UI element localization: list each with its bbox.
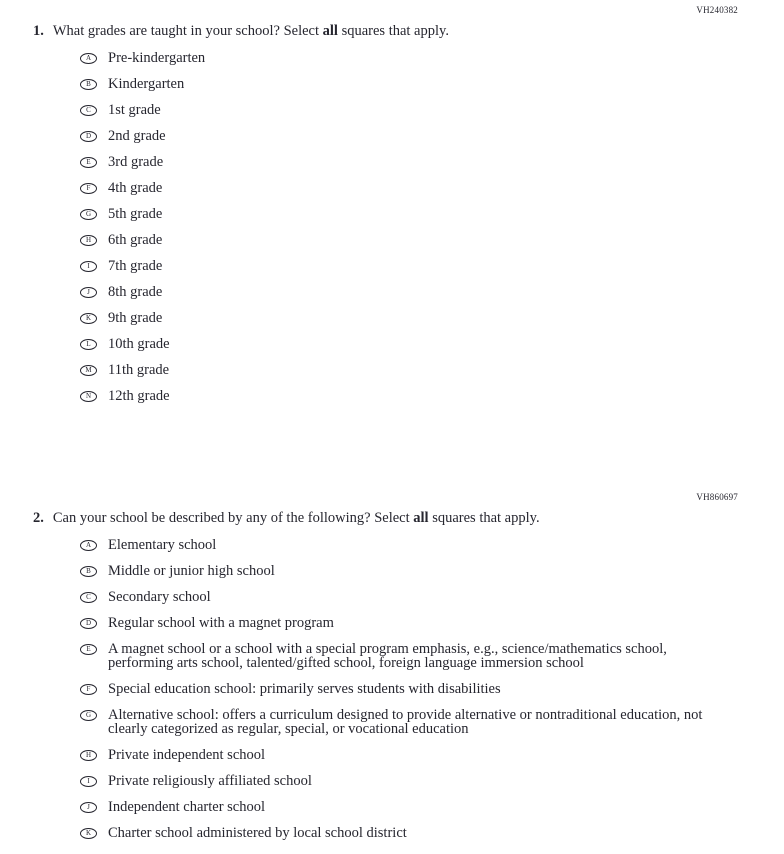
- option-label: Regular school with a magnet program: [108, 615, 334, 631]
- answer-oval-icon[interactable]: [80, 53, 97, 64]
- option-row: [80, 103, 784, 117]
- question-1-section: [0, 0, 784, 403]
- option-letter: A: [85, 54, 92, 62]
- option-row: [80, 682, 784, 696]
- option-letter: I: [87, 262, 90, 270]
- question-number: 1.: [33, 23, 44, 39]
- accession-code: VH240382: [696, 5, 738, 15]
- option-letter: N: [85, 392, 92, 400]
- option-label: 5th grade: [108, 206, 163, 222]
- answer-oval-icon[interactable]: [80, 592, 97, 603]
- option-letter: E: [86, 645, 91, 653]
- option-row: [80, 129, 784, 143]
- option-letter: H: [85, 751, 92, 759]
- question-number: 2.: [33, 510, 44, 526]
- option-label: 6th grade: [108, 232, 163, 248]
- option-label: Private independent school: [108, 747, 266, 763]
- option-label: 3rd grade: [108, 154, 164, 170]
- option-letter: B: [86, 567, 91, 575]
- option-label: Charter school administered by local school district: [108, 825, 407, 841]
- option-label: 2nd grade: [108, 128, 166, 144]
- option-row: [80, 748, 784, 762]
- option-row: [80, 311, 784, 325]
- option-letter: C: [86, 593, 91, 601]
- option-label: 4th grade: [108, 180, 163, 196]
- answer-oval-icon[interactable]: [80, 79, 97, 90]
- option-letter: B: [86, 80, 91, 88]
- question-2-options: [80, 538, 784, 840]
- option-label: Alternative school: offers a curriculum designed to provide alternative or nontraditional education, not clearly categorized as regular, special, or vocational education: [108, 707, 703, 737]
- question-stem: Can your school be described by any of the following? Select all squares that apply.: [52, 510, 540, 526]
- answer-oval-icon[interactable]: [80, 339, 97, 350]
- option-letter: G: [85, 210, 92, 218]
- answer-oval-icon[interactable]: [80, 540, 97, 551]
- option-letter: J: [87, 288, 90, 296]
- option-label: 12th grade: [108, 388, 170, 404]
- option-row: [80, 155, 784, 169]
- option-letter: F: [86, 184, 91, 192]
- answer-oval-icon[interactable]: [80, 644, 97, 655]
- option-label: Independent charter school: [108, 799, 266, 815]
- option-label: Elementary school: [108, 537, 217, 553]
- answer-oval-icon[interactable]: [80, 313, 97, 324]
- option-row: [80, 337, 784, 351]
- option-letter: M: [85, 366, 92, 374]
- answer-oval-icon[interactable]: [80, 684, 97, 695]
- answer-oval-icon[interactable]: [80, 566, 97, 577]
- option-label: Kindergarten: [108, 76, 185, 92]
- option-row: [80, 564, 784, 578]
- answer-oval-icon[interactable]: [80, 710, 97, 721]
- answer-oval-icon[interactable]: [80, 391, 97, 402]
- option-row: [80, 51, 784, 65]
- option-label: A magnet school or a school with a special program emphasis, e.g., science/mathematics school, performing arts school, talented/gifted school, foreign language immersion school: [108, 641, 667, 671]
- option-label: 1st grade: [108, 102, 161, 118]
- option-letter: K: [85, 829, 92, 837]
- answer-oval-icon[interactable]: [80, 802, 97, 813]
- option-letter: F: [86, 685, 91, 693]
- answer-oval-icon[interactable]: [80, 828, 97, 839]
- option-label: 7th grade: [108, 258, 163, 274]
- option-label: Private religiously affiliated school: [108, 773, 312, 789]
- answer-oval-icon[interactable]: [80, 261, 97, 272]
- option-label: Special education school: primarily serves students with disabilities: [108, 681, 501, 697]
- option-letter: D: [85, 619, 92, 627]
- answer-oval-icon[interactable]: [80, 105, 97, 116]
- question-stem: What grades are taught in your school? Select all squares that apply.: [52, 23, 449, 39]
- answer-oval-icon[interactable]: [80, 287, 97, 298]
- answer-oval-icon[interactable]: [80, 235, 97, 246]
- option-label: 9th grade: [108, 310, 163, 326]
- option-row: [80, 826, 784, 840]
- option-row: [80, 285, 784, 299]
- question-2-section: [0, 487, 784, 840]
- option-row: [80, 538, 784, 552]
- answer-oval-icon[interactable]: [80, 365, 97, 376]
- option-row: [80, 774, 784, 788]
- question-1-text: [33, 23, 754, 40]
- option-row: [80, 389, 784, 403]
- option-row: [80, 77, 784, 91]
- question-1-options: [80, 51, 784, 403]
- option-row: [80, 590, 784, 604]
- option-row: [80, 181, 784, 195]
- option-letter: H: [85, 236, 92, 244]
- answer-oval-icon[interactable]: [80, 131, 97, 142]
- option-row: [80, 708, 784, 736]
- answer-oval-icon[interactable]: [80, 209, 97, 220]
- option-row: [80, 616, 784, 630]
- option-letter: C: [86, 106, 91, 114]
- option-row: [80, 207, 784, 221]
- option-label: 10th grade: [108, 336, 170, 352]
- option-row: [80, 800, 784, 814]
- option-label: 8th grade: [108, 284, 163, 300]
- answer-oval-icon[interactable]: [80, 776, 97, 787]
- option-letter: A: [85, 541, 92, 549]
- answer-oval-icon[interactable]: [80, 618, 97, 629]
- option-label: Middle or junior high school: [108, 563, 275, 579]
- option-row: [80, 363, 784, 377]
- option-letter: J: [87, 803, 90, 811]
- option-row: [80, 259, 784, 273]
- option-letter: D: [85, 132, 92, 140]
- option-label: Pre-kindergarten: [108, 50, 206, 66]
- option-letter: L: [86, 340, 91, 348]
- accession-code: VH860697: [696, 492, 738, 502]
- option-row: [80, 233, 784, 247]
- option-label: 11th grade: [108, 362, 170, 378]
- option-label: Secondary school: [108, 589, 211, 605]
- option-letter: E: [86, 158, 91, 166]
- option-row: [80, 642, 784, 670]
- option-letter: I: [87, 777, 90, 785]
- answer-oval-icon[interactable]: [80, 183, 97, 194]
- answer-oval-icon[interactable]: [80, 157, 97, 168]
- question-2-text: [33, 510, 754, 527]
- option-letter: K: [85, 314, 92, 322]
- option-letter: G: [85, 711, 92, 719]
- answer-oval-icon[interactable]: [80, 750, 97, 761]
